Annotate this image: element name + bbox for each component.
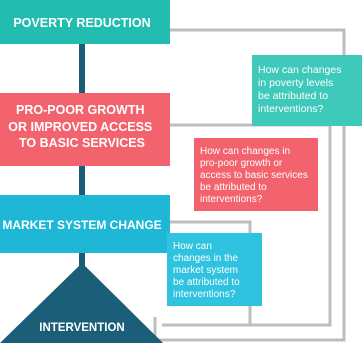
market-system-change-box [0, 195, 170, 253]
question-market-line-2: changes in the [173, 253, 239, 264]
poverty-reduction-box [0, 0, 170, 44]
question-poverty-line-1: How can changes [258, 64, 342, 76]
pro-poor-growth-line-3: TO BASIC SERVICES [19, 136, 145, 150]
intervention-triangle [0, 263, 163, 343]
question-growth-line-2: pro-poor growth or [200, 158, 283, 169]
question-market-line-4: be attributed to [173, 277, 240, 288]
market-system-change-label: MARKET SYSTEM CHANGE [2, 218, 162, 232]
question-growth-line-4: be attributed to [200, 182, 267, 193]
question-box-growth [194, 138, 318, 211]
question-box-poverty [252, 55, 362, 126]
pro-poor-growth-label [8, 103, 156, 150]
question-market-line-1: How can [173, 241, 212, 252]
question-growth-line-5: interventions? [200, 194, 263, 205]
pro-poor-growth-line-1: PRO-POOR GROWTH [16, 103, 145, 117]
question-growth-line-1: How can changes in [200, 146, 291, 157]
question-box-market [167, 233, 262, 306]
pro-poor-growth-box [0, 93, 170, 166]
question-market-line-3: market system [173, 265, 239, 276]
pro-poor-growth-line-2: OR IMPROVED ACCESS [8, 120, 153, 134]
question-market-line-5: interventions? [173, 289, 236, 300]
question-poverty-line-2: in poverty levels [258, 77, 334, 89]
question-poverty-line-4: interventions? [258, 103, 324, 115]
poverty-reduction-label: POVERTY REDUCTION [13, 16, 151, 30]
intervention-label: INTERVENTION [39, 322, 125, 334]
question-poverty-line-3: be attributed to [258, 90, 329, 102]
question-growth-line-3: access to basic services [200, 170, 308, 181]
